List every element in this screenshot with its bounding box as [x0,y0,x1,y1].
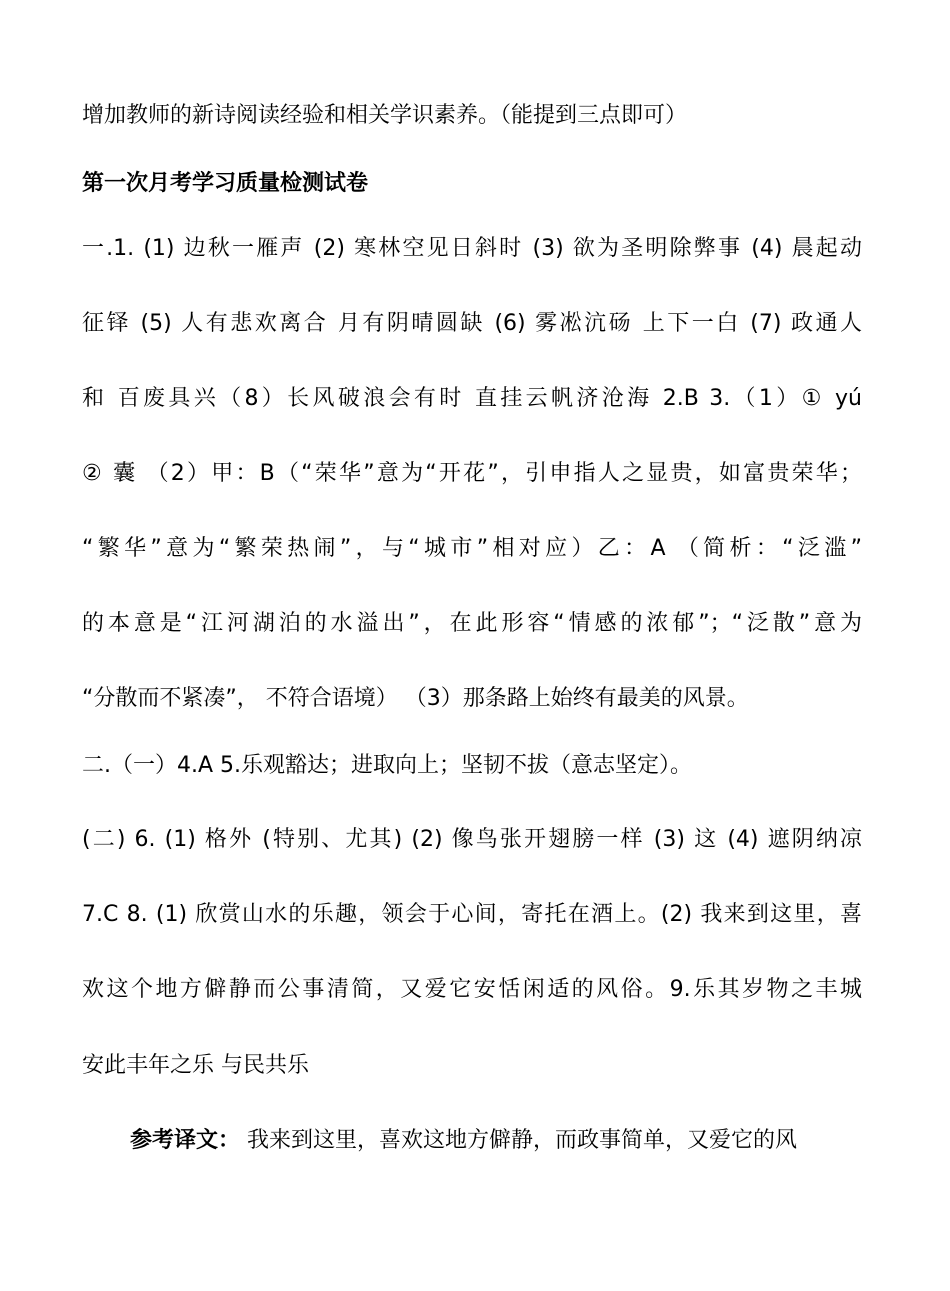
text-line-9: “分散而不紧凑”， 不符合语境） （3）那条路上始终有最美的风景。 [82,686,749,711]
section-title: 第一次月考学习质量检测试卷 [82,171,369,196]
translation-paragraph [130,1126,862,1156]
text-line-3: 一.1. (1) 边秋一雁声 (2) 寒林空见日斜时 (3) 欲为圣明除弊事 (4) 晨起动 [82,236,862,261]
translation-text: 我来到这里，喜欢这地方僻静，而政事简单，又爱它的风 [240,1128,798,1153]
text-line-5: 和 百废具兴（8）长风破浪会有时 直挂云帆济沧海 2.B 3.（1）① yú [82,386,862,411]
text-line-11: (二) 6. (1) 格外 (特别、尤其) (2) 像鸟张开翅膀一样 (3) 这 (4) 遮阴纳凉 [82,827,862,852]
text-line-7: “繁华”意为“繁荣热闹”，与“城市”相对应）乙：A （简析：“泛滥” [82,536,862,561]
text-line-8: 的本意是“江河湖泊的水溢出”，在此形容“情感的浓郁”；“泛散”意为 [82,611,862,636]
text-line-12: 7.C 8. (1) 欣赏山水的乐趣，领会于心间，寄托在酒上。(2) 我来到这里，喜 [82,902,862,927]
text-line-13: 欢这个地方僻静而公事清简，又爱它安恬闲适的风俗。9.乐其岁物之丰城 [82,977,862,1002]
text-line-14: 安此丰年之乐 与民共乐 [82,1053,309,1078]
text-line-4: 征铎 (5) 人有悲欢离合 月有阴晴圆缺 (6) 雾凇沆砀 上下一白 (7) 政通人 [82,311,862,336]
text-line-1: 增加教师的新诗阅读经验和相关学识素养。（能提到三点即可） [82,103,688,128]
translation-label: 参考译文： [130,1128,241,1153]
text-line-6: ② 囊 （2）甲：B（“荣华”意为“开花”，引申指人之显贵，如富贵荣华； [82,461,862,486]
text-line-10: 二.（一）4.A 5.乐观豁达；进取向上；坚韧不拔（意志坚定）。 [82,753,693,778]
